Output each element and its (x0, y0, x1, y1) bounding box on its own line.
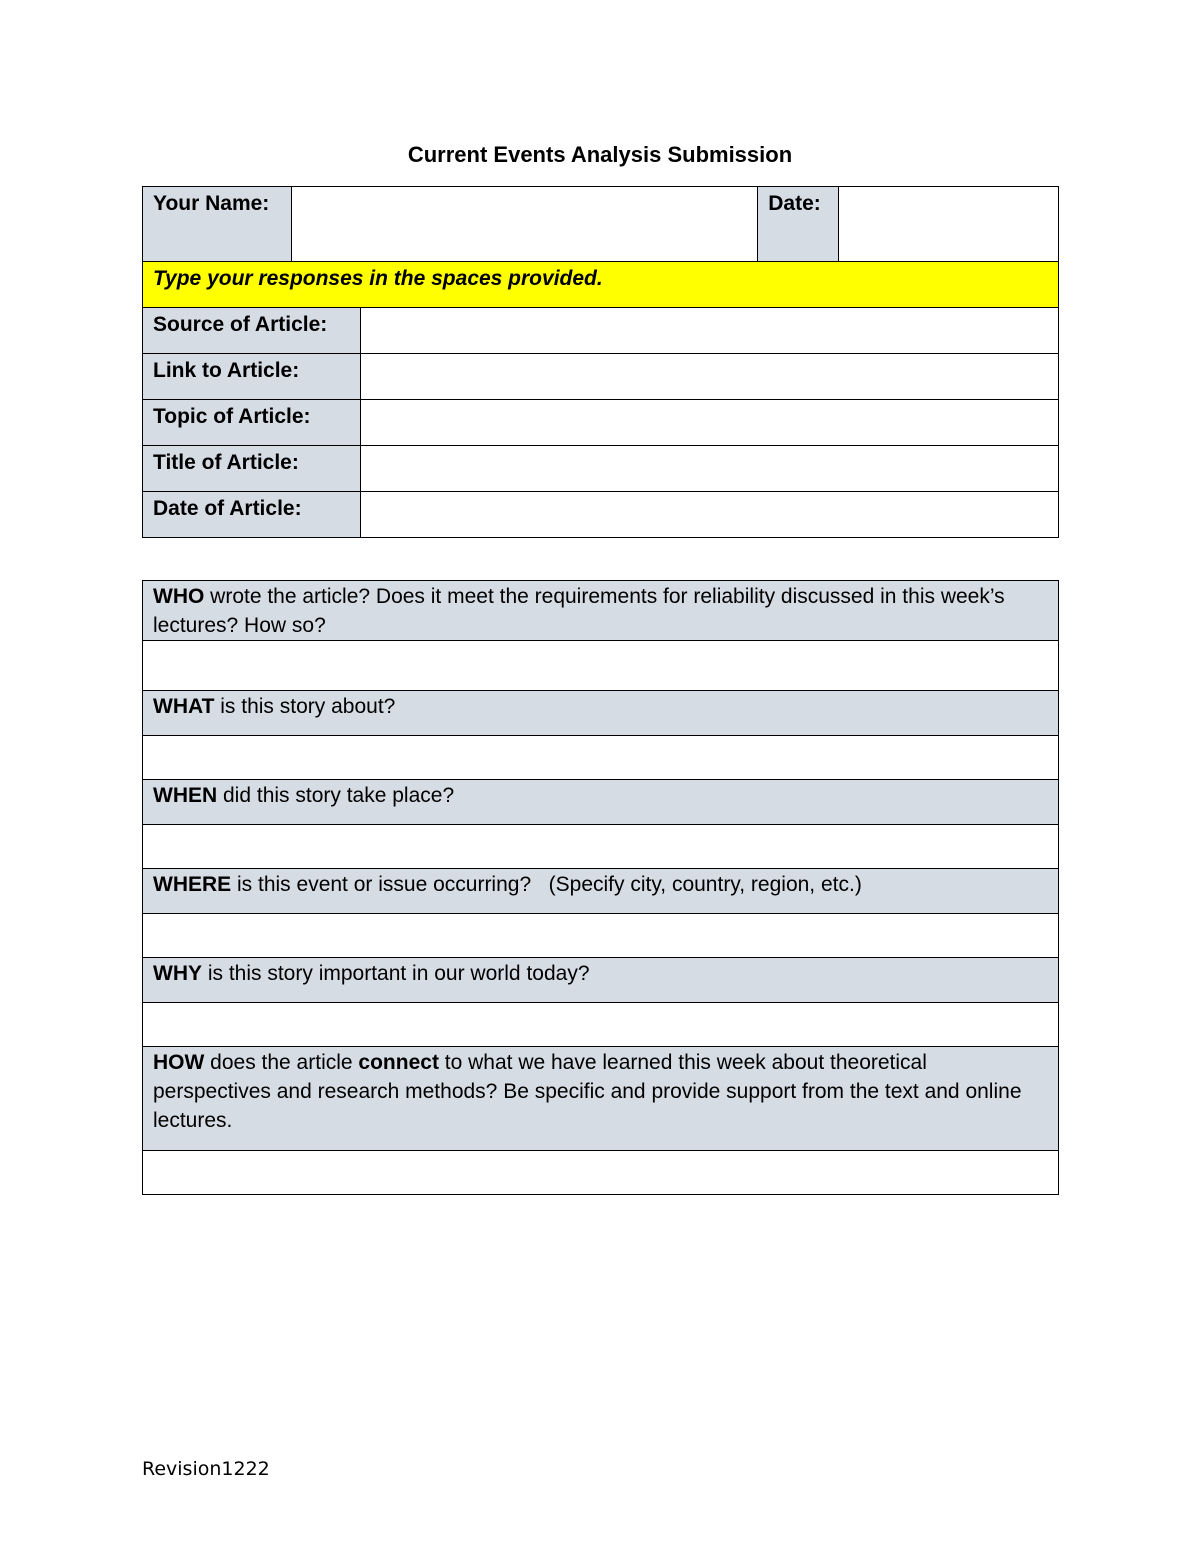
revision-footer: Revision1222 (142, 1458, 270, 1480)
answer-where-field[interactable] (143, 914, 1059, 958)
question-text: wrote the article? Does it meet the requirements for reliability discussed in this week’s lectures? How so? (153, 585, 1005, 637)
date-label: Date: (758, 187, 839, 262)
date-of-article-field[interactable] (360, 492, 1058, 538)
question-keyword: WHO (153, 585, 205, 608)
field-label: Topic of Article: (143, 400, 361, 446)
field-label: Title of Article: (143, 446, 361, 492)
question-where (143, 869, 1059, 914)
question-keyword: WHAT (153, 695, 215, 718)
question-what (143, 691, 1059, 736)
field-label: Source of Article: (143, 308, 361, 354)
header-table (142, 186, 1059, 538)
question-text: is this story about? (214, 695, 396, 718)
question-keyword: WHERE (153, 873, 232, 896)
name-field[interactable] (291, 187, 757, 262)
answer-when-field[interactable] (143, 825, 1059, 869)
question-why (143, 958, 1059, 1003)
field-label: Date of Article: (143, 492, 361, 538)
question-text: did this story take place? (217, 784, 455, 807)
source-field[interactable] (360, 308, 1058, 354)
question-keyword: HOW (153, 1051, 205, 1074)
field-label: Link to Article: (143, 354, 361, 400)
question-text: to what we have learned this week about theoretical perspectives and research methods? Be specific and provide support from the text and online lectures. (153, 1051, 1022, 1132)
question-keyword: WHEN (153, 784, 218, 807)
name-label: Your Name: (143, 187, 292, 262)
link-field[interactable] (360, 354, 1058, 400)
instruction-banner: Type your responses in the spaces provided. (143, 262, 1059, 308)
question-text: is this event or issue occurring? (Specify city, country, region, etc.) (231, 873, 862, 896)
question-text: does the article (204, 1051, 359, 1074)
question-how (143, 1047, 1059, 1151)
questions-table (142, 580, 1059, 1195)
answer-how-field[interactable] (143, 1151, 1059, 1195)
question-when (143, 780, 1059, 825)
page-title: Current Events Analysis Submission (407, 142, 793, 167)
title-field[interactable] (360, 446, 1058, 492)
date-field[interactable] (839, 187, 1059, 262)
question-keyword: connect (358, 1051, 439, 1074)
question-keyword: WHY (153, 962, 202, 985)
answer-who-field[interactable] (143, 641, 1059, 691)
answer-why-field[interactable] (143, 1003, 1059, 1047)
question-text: is this story important in our world today? (202, 962, 590, 985)
answer-what-field[interactable] (143, 736, 1059, 780)
topic-field[interactable] (360, 400, 1058, 446)
question-who (143, 581, 1059, 641)
